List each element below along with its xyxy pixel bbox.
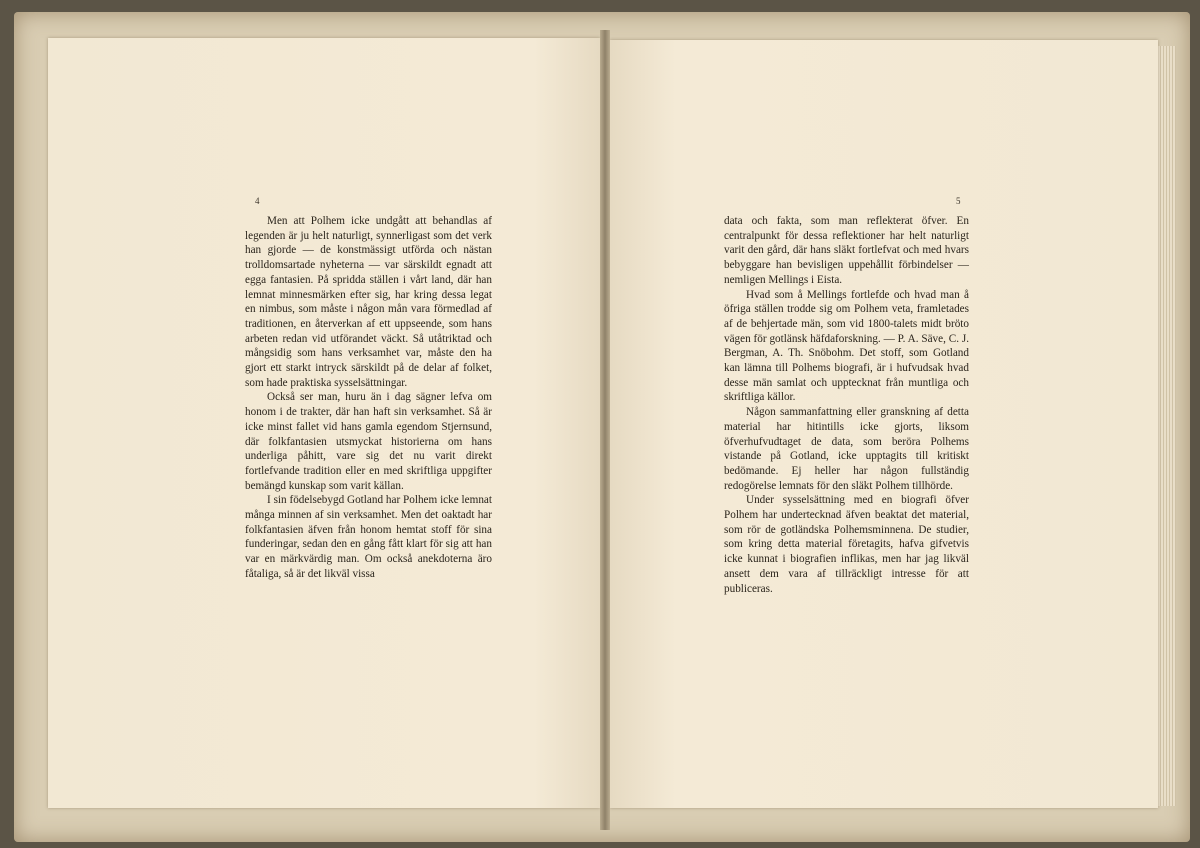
left-paragraph-2: Också ser man, huru än i dag sägner lefva om honom i de trakter, där han haft sin verksamhet. Så är icke minst fallet vid hans gamla egendom Stjernsund, där folkfantasien utsmyckat historierna om hans underliga påhitt, vare sig det nu varit direkt fortlefvande tradition eller en med skriftliga uppgifter bemängd kunskap som varit källan. <box>245 391 492 492</box>
left-paragraph-1: Men att Polhem icke undgått att behandlas af legenden är ju helt naturligt, synnerligast som det verk han gjorde — de konstmässigt utförda och nästan trolldomsartade nyheterna — var särskildt egnadt att egga fantasien. På spridda ställen i vårt land, där han lemnat minnesmärken efter sig, har kring dessa legat en nimbus, som måste i någon mån vara förmedlad af traditionen, en återverkan af ett uppseende, som hans arbeten redan vid utförandet väckt. Så utåtriktad och mångsidig som hans verksamhet var, måste den ha gjort ett starkt intryck särskildt på de delar af folket, som hade praktiska sysselsättningar. <box>245 215 492 389</box>
left-page-number: 4 <box>255 196 260 206</box>
left-page-text <box>245 214 492 582</box>
right-page-text <box>724 214 969 596</box>
right-page-number: 5 <box>956 196 961 206</box>
left-paragraph-3: I sin födelsebygd Gotland har Polhem icke lemnat många minnen af sin verksamhet. Men det oaktadt har folkfantasien äfven från honom hemtat stoff för sina funderingar, sedan den en gång fått klart för sig att han var en märkvärdig man. Om också anekdoterna äro fåtaliga, så är det likväl vissa <box>245 494 492 580</box>
page-stack-edge <box>1158 46 1176 806</box>
right-paragraph-4: Under sysselsättning med en biografi öfver Polhem har undertecknad äfven beaktat det material, som rör de gotländska Polhemsminnena. De studier, som kring detta material företagits, hafva gifvetvis icke kunnat i biografien inflikas, men har jag likväl ansett dem vara af tillräckligt intresse för att publiceras. <box>724 494 969 595</box>
right-paragraph-3: Någon sammanfattning eller granskning af detta material har hitintills icke gjorts, liksom öfverhufvudtaget de data, som beröra Polhems vistande på Gotland, icke upptagits till kritiskt bedömande. Ej heller har någon fullständig redogörelse lemnats för den släkt Polhem tillhörde. <box>724 406 969 492</box>
book-gutter <box>600 30 610 830</box>
right-paragraph-2: Hvad som å Mellings fortlefde och hvad man å öfriga ställen trodde sig om Polhem veta, framletades af de behjertade män, som vid 1800-talets midt bröto vägen för gotlänsk häfdaforskning. — P. A. Säve, C. J. Bergman, A. Th. Snöbohm. Det stoff, som Gotland kan lämna till Polhems biografi, är i hufvudsak hvad desse män samlat och upptecknat från muntliga och skriftliga källor. <box>724 288 969 404</box>
right-paragraph-1: data och fakta, som man reflekterat öfver. En centralpunkt för dessa reflektioner har helt naturligt varit den gård, där hans släkt fortlefvat och med hvars bebyggare han bevisligen uppehållit förbindelser — nemligen Mellings i Eista. <box>724 215 969 286</box>
